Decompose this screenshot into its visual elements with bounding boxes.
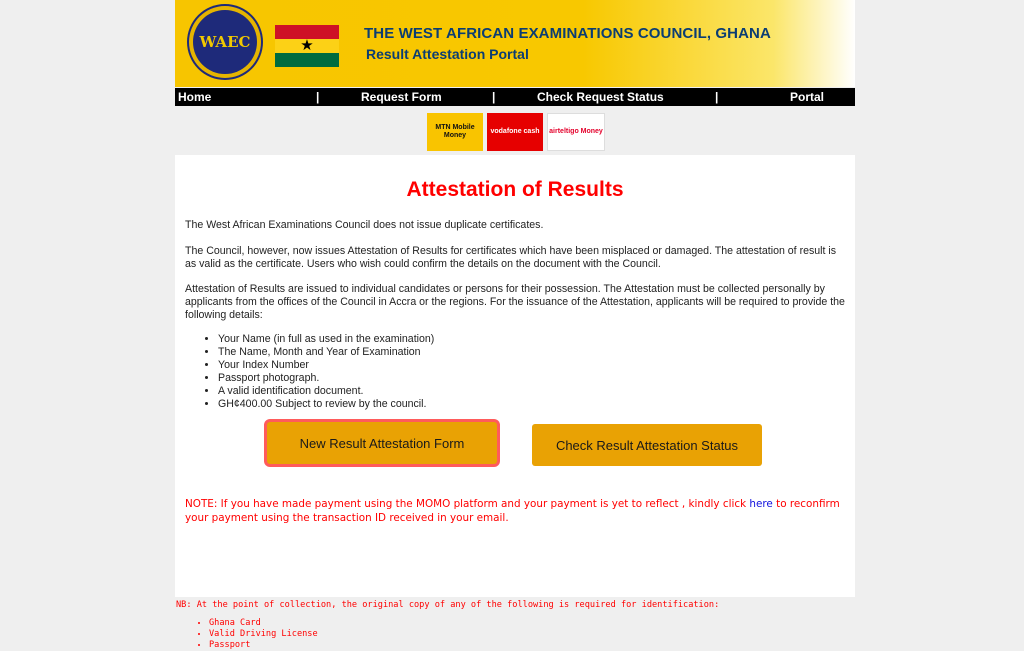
page-heading: Attestation of Results [406, 178, 624, 201]
payment-logos [427, 113, 603, 151]
flag-star-icon: ★ [300, 37, 314, 54]
note-text: NOTE: If you have made payment using the MOMO platform and your payment is yet to reflect , kindly click [185, 498, 750, 510]
nav-portal[interactable]: Portal [790, 90, 825, 104]
identification-list [195, 618, 318, 651]
intro-paragraph-3: Attestation of Results are issued to individual candidates or persons for their possession. The Attestation must be collected personally by applicants from the offices of the Council in Accra or the regions. For the issuance of the Attestation, applicants will be required to provide the following details: [185, 283, 845, 321]
list-item: • Valid Driving License [209, 629, 318, 640]
intro-paragraph-2: The Council, however, now issues Attestation of Results for certificates which have been misplaced or damaged. The attestation of result is as valid as the certificate. Users who wish could confirm the details on the document with the Council. [185, 245, 837, 270]
nav-request-form[interactable]: Request Form [361, 90, 442, 104]
vodafone-cash-logo: vodafone cash [487, 113, 543, 151]
top-nav [175, 88, 855, 106]
nav-separator: | [715, 90, 719, 104]
reconfirm-payment-link[interactable]: here [749, 498, 773, 510]
new-attestation-form-button[interactable]: New Result Attestation Form [267, 422, 497, 464]
list-item: • Ghana Card [209, 618, 318, 629]
nav-check-request-status[interactable]: Check Request Status [537, 90, 664, 104]
intro-paragraph-1: The West African Examinations Council does not issue duplicate certificates. [185, 219, 544, 231]
ghana-flag-icon [275, 25, 339, 67]
list-item: • Passport [209, 640, 318, 651]
site-subtitle: Result Attestation Portal [366, 46, 529, 62]
waec-logo: WAEC [193, 10, 257, 74]
airteltigo-money-logo: airteltigo Money [547, 113, 605, 151]
header-banner [175, 0, 855, 87]
list-item: • Passport photograph. [218, 372, 434, 385]
note-text-end: to reconfirm your payment using the transaction ID received in your email. [185, 498, 840, 524]
check-attestation-status-button[interactable]: Check Result Attestation Status [532, 424, 762, 466]
site-title: THE WEST AFRICAN EXAMINATIONS COUNCIL, GHANA [364, 25, 771, 42]
momo-note [185, 497, 853, 525]
mtn-momo-logo: MTN Mobile Money [427, 113, 483, 151]
requirements-list [203, 333, 434, 411]
list-item: • GH¢400.00 Subject to review by the council. [218, 398, 434, 411]
nav-separator: | [316, 90, 320, 104]
nav-separator: | [492, 90, 496, 104]
nav-home[interactable]: Home [178, 90, 212, 104]
list-item: • A valid identification document. [218, 385, 434, 398]
page [175, 0, 855, 650]
list-item: • Your Index Number [218, 359, 434, 372]
identification-note: NB: At the point of collection, the original copy of any of the following is required for identification: [176, 600, 720, 610]
list-item: • Your Name (in full as used in the examination) [218, 333, 434, 346]
list-item: • The Name, Month and Year of Examination [218, 346, 434, 359]
